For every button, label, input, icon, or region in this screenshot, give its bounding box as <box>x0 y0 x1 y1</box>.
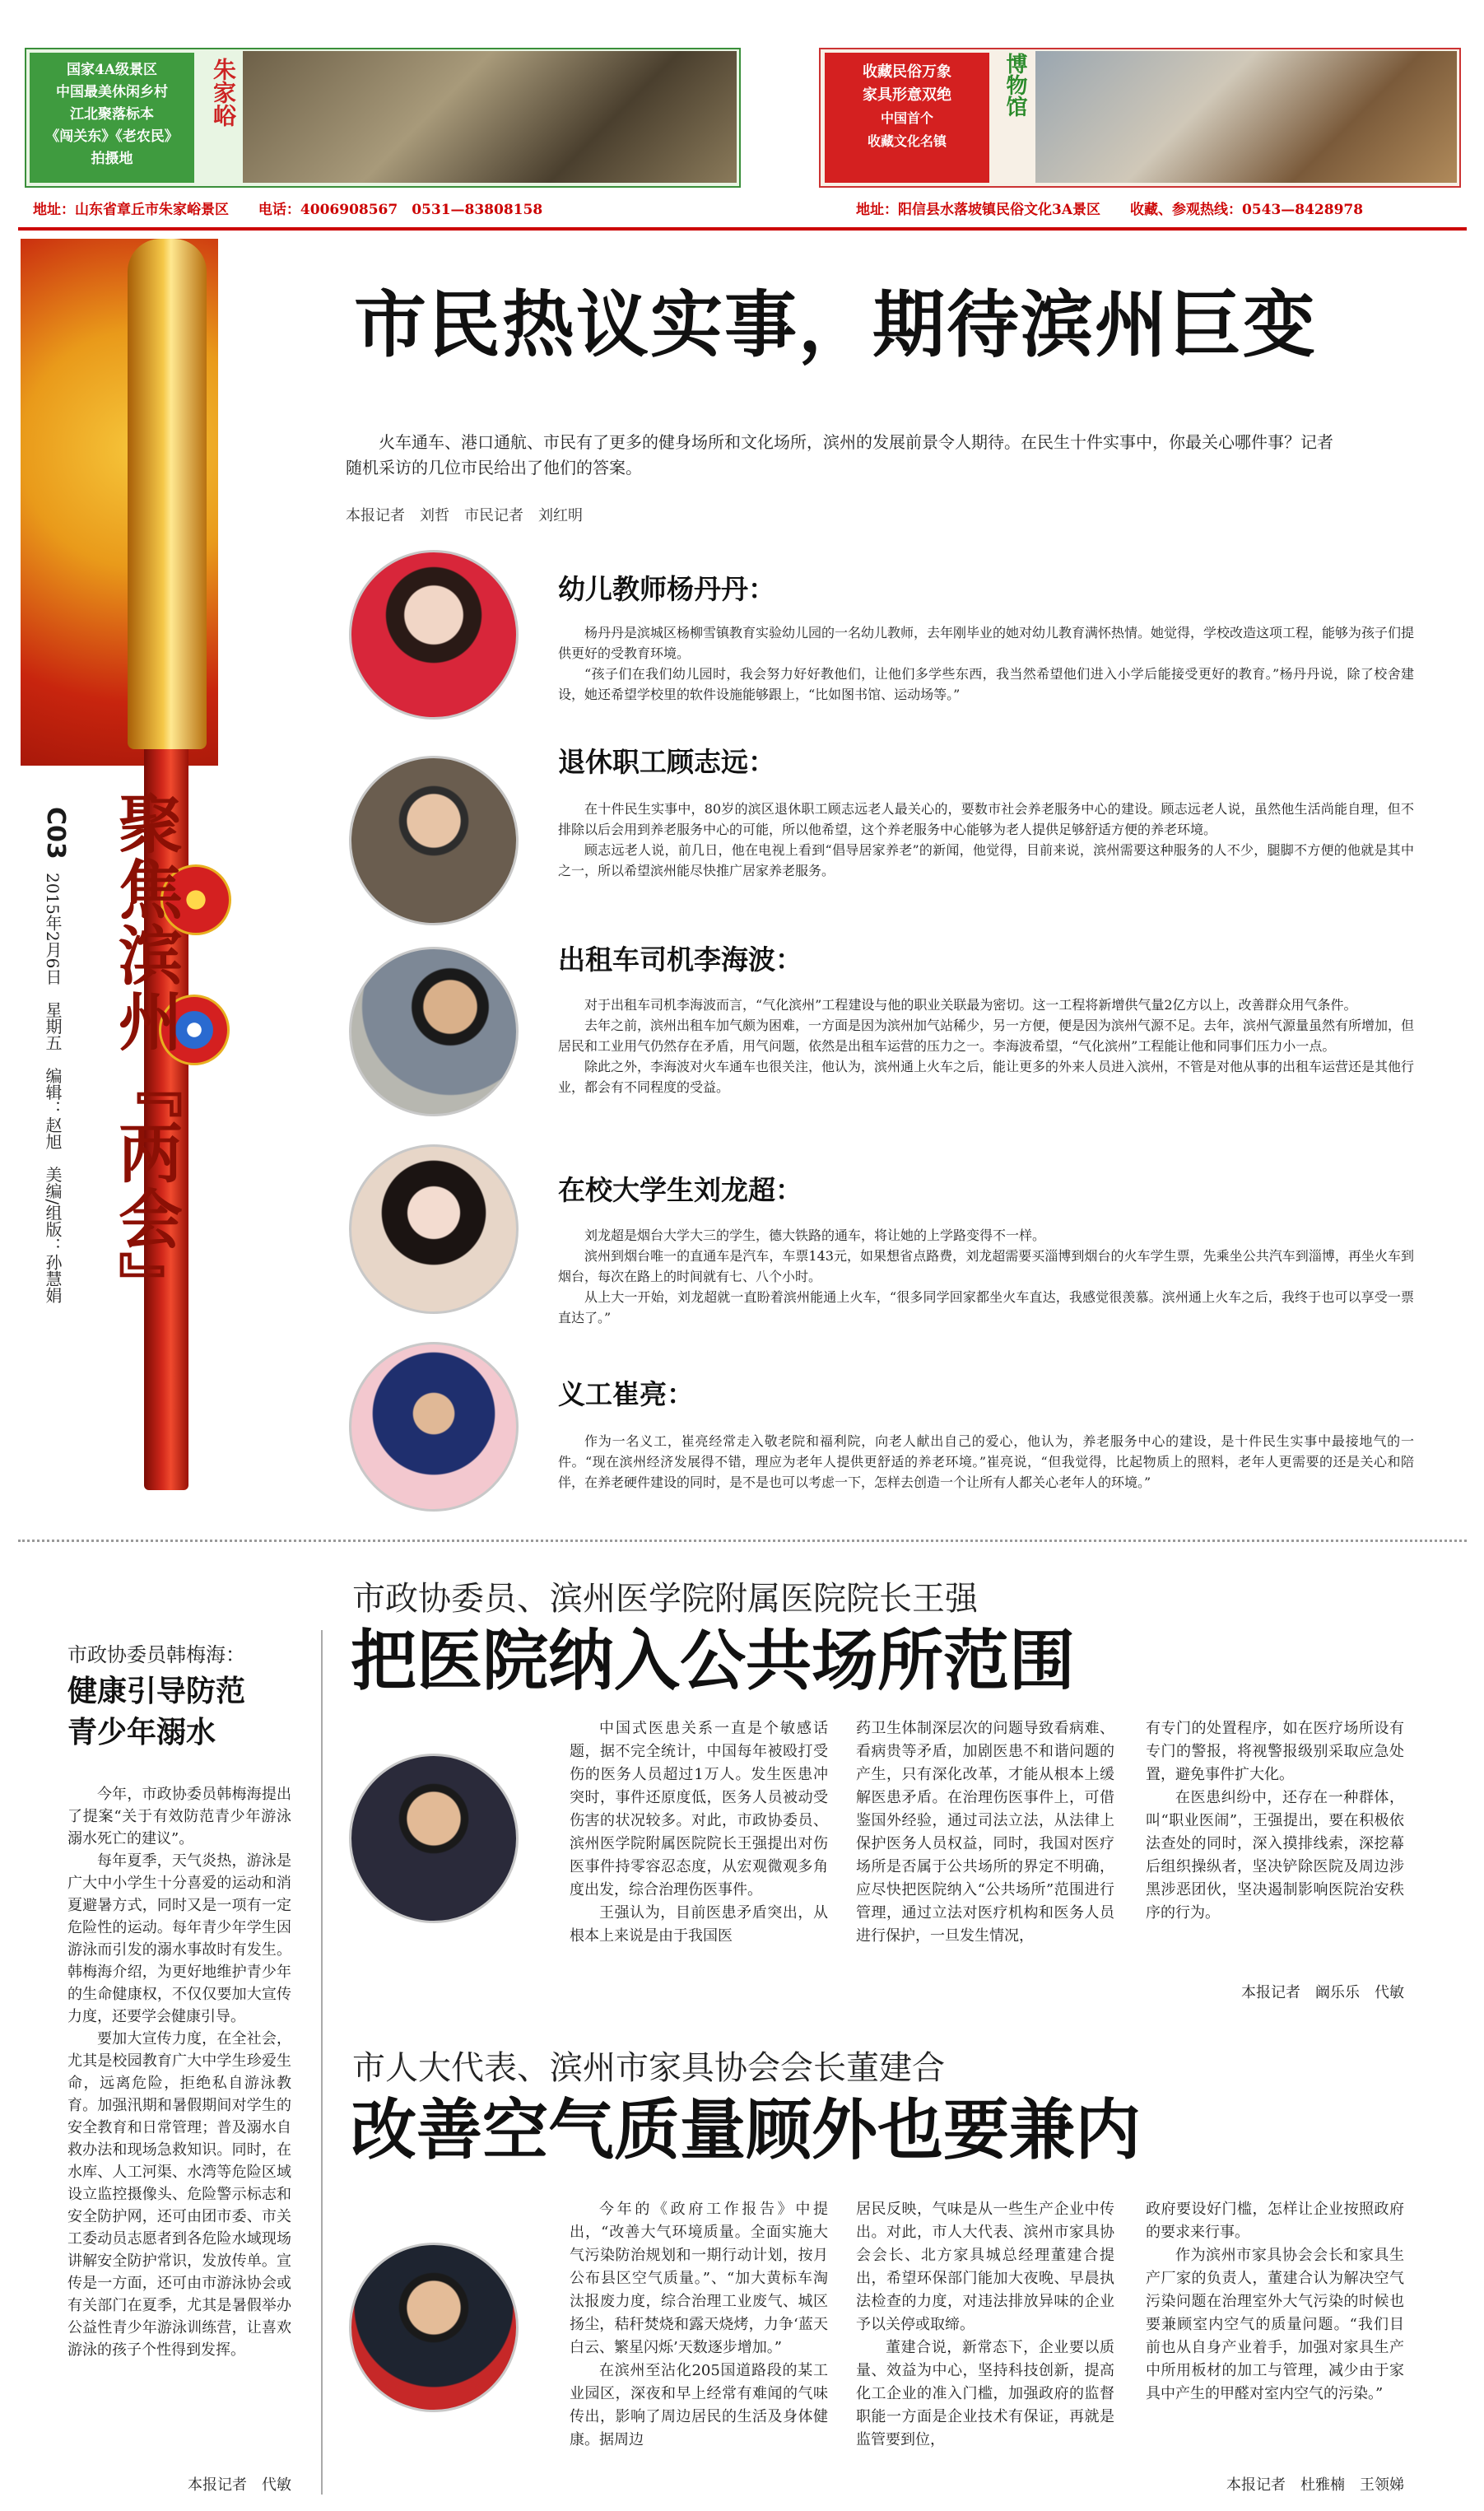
huabiao-gold <box>128 239 207 749</box>
banner-page-number: C03 <box>41 807 70 860</box>
article2-headline: 把医院纳入公共场所范围 <box>351 1623 1075 1699</box>
banner-meta: 2015年2月6日 星期五 编辑：赵旭 美编/组版：孙慧娟 <box>43 873 63 1304</box>
avatar-dong-jianhe <box>349 2243 519 2412</box>
person-title-3: 出租车司机李海波： <box>558 943 802 976</box>
main-lead: 火车通车、港口通航、市民有了更多的健身场所和文化场所，滨州的发展前景令人期待。在民生十件实事中，你最关心哪件事？记者随机采访的几位市民给出了他们的答案。 <box>346 432 1333 478</box>
sidebar-title: 健康引导防范 青少年溺水 <box>67 1675 246 1749</box>
avatar-li-haibo <box>349 947 519 1116</box>
article2-col3: 有专门的处置程序，如在医疗场所设有专门的警报，将视警报级别采取应急处置，避免事件扩大化。 在医患纠纷中，还存在一种群体，叫“职业医闹”，王强提出，要在积极依法查处的同时，深入摸排线索，深挖幕后组织操纵者，坚决铲除医院及周边涉黑涉恶团伙，坚决遏制影响医院治安秩序的行为。 <box>1146 1720 1404 1922</box>
person-text-4: 刘龙超是烟台大学大三的学生，德大铁路的通车，将让她的上学路变得不一样。 滨州到烟台唯一的直通车是汽车，车票143元，如果想省点路费，刘龙超需要买淄博到烟台的火车学生票，先乘坐公共汽车到淄博，再坐火车到烟台，每次在路上的时间就有七、八个小时。 从上大一开始，刘龙超就一直盼着滨州能通上火车，“很多同学回家都坐火车直达，我感觉很羡慕。滨州通上火车之后，我终于也可以享受一票直达了。” <box>558 1228 1414 1325</box>
article3-col1: 今年的《政府工作报告》中提出，“改善大气环境质量。全面实施大气污染防治规划和一期行动计划，按月公布县区空气质量。”、“加大黄标车淘汰报废力度，综合治理工业废气、城区扬尘，秸秆焚烧和露天烧烤，力争‘蓝天白云、繁星闪烁’天数逐步增加。” 在滨州至沾化205国道路段的某工业园区，深夜和早上经常有难闻的气味传出，影响了周边居民的生活及身体健康。据周边 <box>570 2201 828 2448</box>
ad-left-slogan: 国家4A级景区 中国最美休闲乡村 江北聚落标本 《闯关东》《老农民》 拍摄地 <box>30 53 194 183</box>
person-title-4: 在校大学生刘龙超： <box>558 1174 802 1206</box>
ad-right-photo <box>1035 51 1457 183</box>
article2-col2: 药卫生体制深层次的问题导致看病难、看病贵等矛盾，加剧医患不和谐问题的产生，只有深化改革，才能从根本上缓解医患矛盾。在治理伤医事件上，可借鉴国外经验，通过司法立法，从法律上保护医务人员权益，同时，我国对医疗场所是否属于公共场所的界定不明确，应尽快把医院纳入“公共场所”范围进行管理，通过立法对医疗机构和医务人员进行保护，一旦发生情况， <box>856 1720 1114 1945</box>
sidebar-text: 今年，市政协委员韩梅海提出了提案“关于有效防范青少年游泳溺水死亡的建议”。 每年夏季，天气炎热，游泳是广大中小学生十分喜爱的运动和消夏避暑方式，同时又是一项有一定危险性的运动。每年青少年学生因游泳而引发的溺水事故时有发生。韩梅海介绍，为更好地维护青少年的生命健康权，不仅仅要加大宣传力度，还要学会健康引导。 要加大宣传力度，在全社会，尤其是校园教育广大中学生珍爱生命，远离危险，拒绝私自游泳教育。加强汛期和暑假期间对学生的安全教育和日常管理；普及溺水自救办法和现场急救知识。同时，在水库、人工河渠、水湾等危险区域设立监控摄像头、危险警示标志和安全防护网，还可由团市委、市关工委动员志愿者到各危险水域现场讲解安全防护常识，发放传单。宣传是一方面，还可由市游泳协会或有关部门在夏季，尤其是暑假举办公益性青少年游泳训练营，让喜欢游泳的孩子个性得到发挥。 <box>67 1786 291 2359</box>
top-divider <box>18 227 1467 231</box>
sidebar-head: 市政协委员韩梅海： <box>67 1643 245 1666</box>
avatar-cui-liang <box>349 1342 519 1512</box>
person-text-1: 杨丹丹是滨城区杨柳雪镇教育实验幼儿园的一名幼儿教师，去年刚毕业的她对幼儿教育满怀热情。她觉得，学校改造这项工程，能够为孩子们提供更好的受教育环境。 “孩子们在我们幼儿园时，我会努力好好教他们，让他们多学些东西，我当然希望他们进入小学后能接受更好的教育。”杨丹丹说，除了校舍建设，她还希望学校里的软件设施能够跟上，“比如图书馆、运动场等。” <box>558 625 1415 702</box>
ad-left-brand: 朱家峪 <box>210 58 237 127</box>
person-title-2: 退休职工顾志远： <box>558 746 775 778</box>
article2-credit: 本报记者 阚乐乐 代敏 <box>1241 1984 1404 2001</box>
article3-credit: 本报记者 杜雅楠 王领娣 <box>1226 2476 1404 2494</box>
ad-right-brand: 博物馆 <box>1003 53 1027 117</box>
ad-right-address: 地址：阳信县水落坡镇民俗文化3A景区 收藏、参观热线：0543—8428978 <box>856 202 1364 218</box>
article3-col2: 居民反映，气味是从一些生产企业中传出。对此，市人大代表、滨州市家具协会会长、北方家具城总经理董建合提出，希望环保部门能加大夜晚、早晨执法检查的力度，对违法排放异味的企业予以关停或取缔。 董建合说，新常态下，企业要以质量、效益为中心，坚持科技创新，提高化工企业的准入门槛，加强政府的监督职能一方面是企业技术有保证，再就是监管要到位， <box>856 2201 1114 2448</box>
avatar-yang-dandan <box>349 550 519 720</box>
ad-left-address: 地址：山东省章丘市朱家峪景区 电话：4006908567 0531—83808158 <box>33 202 543 218</box>
main-headline: 市民热议实事，期待滨州巨变 <box>354 282 1318 367</box>
article2-kicker: 市政协委员、滨州医学院附属医院院长王强 <box>352 1580 978 1618</box>
article3-headline: 改善空气质量顾外也要兼内 <box>351 2092 1141 2169</box>
section-divider <box>18 1540 1467 1542</box>
person-text-3: 对于出租车司机李海波而言，“气化滨州”工程建设与他的职业关联最为密切。这一工程将新增供气量2亿方以上，改善群众用气条件。 去年之前，滨州出租车加气颇为困难，一方面是因为滨州加气站稀少，另一方便，便是因为滨州气源不足。去年，滨州气源量虽然有所增加，但居民和工业用气仍然存在矛盾，用气问题，依然是出租车运营的压力之一。李海波希望，“气化滨州”工程能让他和同事们压力小一点。 除此之外，李海波对火车通车也很关注，他认为，滨州通上火车之后，能让更多的外来人员进入滨州，不管是对他从事的出租车运营还是其他行业，都会有不同程度的受益。 <box>558 997 1415 1095</box>
avatar-wang-qiang <box>349 1754 519 1923</box>
avatar-liu-longchao <box>349 1144 519 1314</box>
ad-right-slogan: 收藏民俗万象 家具形意双绝 中国首个 收藏文化名镇 <box>825 53 989 183</box>
main-byline: 本报记者 刘哲 市民记者 刘红明 <box>346 507 583 524</box>
sidebar-divider <box>321 1630 323 2495</box>
article3-kicker: 市人大代表、滨州市家具协会会长董建合 <box>352 2049 945 2087</box>
person-text-5: 作为一名义工，崔亮经常走入敬老院和福利院，向老人献出自己的爱心，他认为，养老服务中心的建设，是十件民生实事中最接地气的一件。“现在滨州经济发展得不错，理应为老年人提供更舒适的养老环境。”崔亮说，“但我觉得，比起物质上的照料，老年人更需要的还是关心和陪伴，在养老硬件建设的同时，是不是也可以考虑一下，怎样去创造一个让所有人都关心老年人的环境。” <box>558 1433 1414 1490</box>
article3-col3: 政府要设好门槛，怎样让企业按照政府的要求来行事。 作为滨州市家具协会会长和家具生产厂家的负责人，董建合认为解决空气污染问题在治理室外大气污染的时候也要兼顾室内空气的质量问题。“我们目前也从自身产业着手，加强对家具生产中所用板材的加工与管理，减少由于家具中产生的甲醛对室内空气的污染。” <box>1146 2201 1404 2402</box>
person-title-5: 义工崔亮： <box>558 1378 694 1410</box>
sidebar-credit: 本报记者 代敏 <box>188 2476 291 2494</box>
article2-col1: 中国式医患关系一直是个敏感话题，据不完全统计，中国每年被殴打受伤的医务人员超过1万人。发生医患冲突时，事件还原度低，医务人员被动受伤害的状况较多。对此，市政协委员、滨州医学院附属医院院长王强提出对伤医事件持零容忍态度，从宏观微观多角度出发，综合治理伤医事件。 王强认为，目前医患矛盾突出，从根本上来说是由于我国医 <box>570 1720 828 1945</box>
person-text-2: 在十件民生实事中，80岁的滨区退休职工顾志远老人最关心的，要数市社会养老服务中心的建设。顾志远老人说，虽然他生活尚能自理，但不排除以后会用到养老服务中心的可能，所以他希望，这个养老服务中心能够为老人提供足够舒适方便的养老环境。 顾志远老人说，前几日，他在电视上看到“倡导居家养老”的新闻，他觉得，目前来说，滨州需要这种服务的人不少，腿脚不方便的他就是其中之一，所以希望滨州能尽快推广居家养老服务。 <box>558 801 1414 878</box>
person-title-1: 幼儿教师杨丹丹： <box>558 573 775 605</box>
avatar-gu-zhiyuan <box>349 756 519 925</box>
ad-left-photo <box>243 51 737 183</box>
banner-title: 聚焦滨州『两会』 <box>108 790 183 1317</box>
